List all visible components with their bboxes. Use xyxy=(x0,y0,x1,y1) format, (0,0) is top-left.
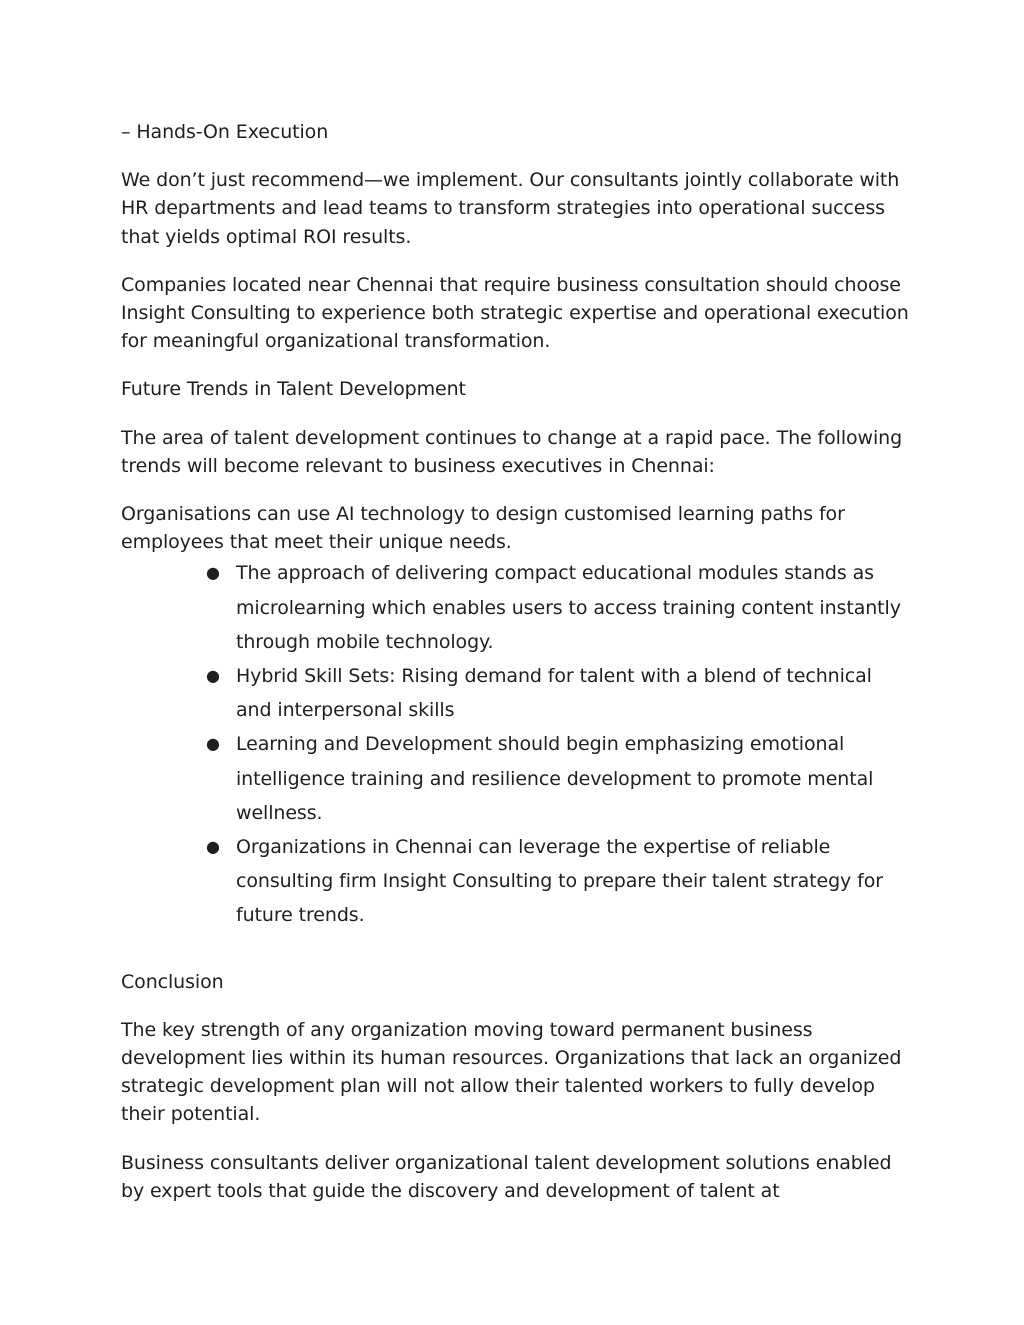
section-heading-conclusion: Conclusion xyxy=(121,970,224,993)
list-item xyxy=(206,659,911,727)
paragraph-chennai-consultation: Companies located near Chennai that require business consultation should choose Insight Consulting to experience both strategic expertise and operational execution for meaningful organizational transformation. xyxy=(121,273,909,353)
trends-bullet-list xyxy=(121,556,911,932)
section-heading-future-trends: Future Trends in Talent Development xyxy=(121,378,466,401)
bullet-icon: ● xyxy=(206,734,220,754)
paragraph-ai-learning: Organisations can use AI technology to design customised learning paths for employees that meet their unique needs. xyxy=(121,503,845,554)
list-item xyxy=(206,556,911,659)
list-item-text: Organizations in Chennai can leverage the expertise of reliable consulting firm Insight Consulting to prepare their talent strategy for future trends. xyxy=(236,836,883,927)
document-page xyxy=(121,118,911,1225)
list-item-text: The approach of delivering compact educational modules stands as microlearning which enables users to access training content instantly through mobile technology. xyxy=(236,562,901,653)
paragraph-implement: We don’t just recommend—we implement. Our consultants jointly collaborate with HR departments and lead teams to transform strategies into operational success that yields optimal ROI results. xyxy=(121,169,900,248)
list-item xyxy=(206,727,911,830)
bullet-icon: ● xyxy=(206,837,220,857)
section-heading-hands-on: – Hands-On Execution xyxy=(121,121,329,143)
paragraph-trends-intro: The area of talent development continues to change at a rapid pace. The following trends will become relevant to business executives in Chennai: xyxy=(121,426,903,477)
paragraph-conclusion-2: Business consultants deliver organizational talent development solutions enabled by expert tools that guide the discovery and development of talent at xyxy=(121,1151,892,1202)
bullet-icon: ● xyxy=(206,666,220,686)
paragraph-conclusion-1: The key strength of any organization moving toward permanent business development lies within its human resources. Organizations that lack an organized strategic development plan will not allow their talented workers to fully develop their potential. xyxy=(121,1018,902,1126)
list-item xyxy=(206,830,911,933)
list-item-text: Hybrid Skill Sets: Rising demand for talent with a blend of technical and interpersonal skills xyxy=(236,665,872,722)
list-item-text: Learning and Development should begin emphasizing emotional intelligence training and resilience development to promote mental wellness. xyxy=(236,733,874,824)
bullet-icon: ● xyxy=(206,563,220,583)
